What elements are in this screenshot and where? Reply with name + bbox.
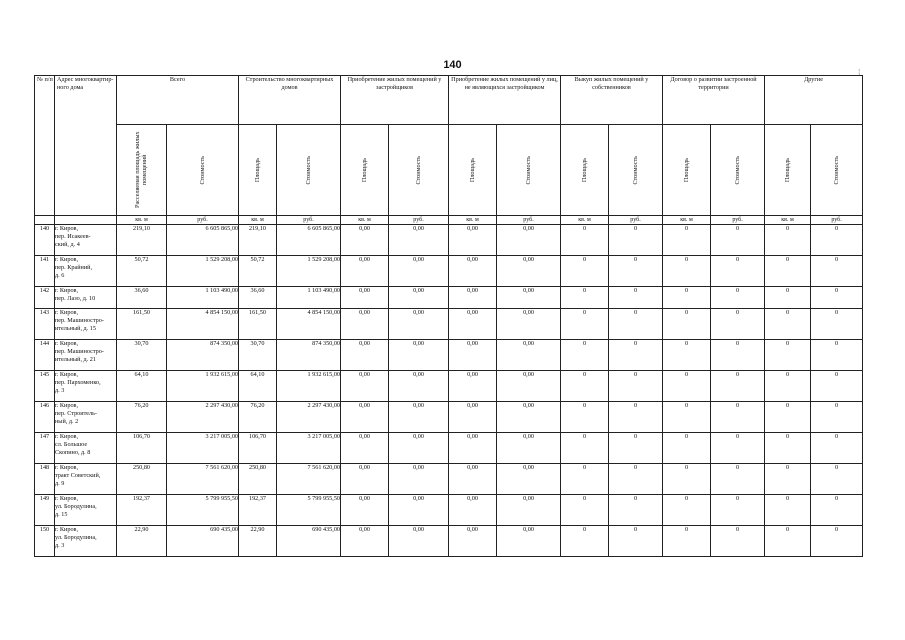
- address-line: д. 3: [55, 386, 65, 394]
- area-value: 50,72: [117, 256, 167, 287]
- table-row: [35, 287, 863, 309]
- cost-value: 7 561 620,00: [167, 464, 239, 495]
- cost-value: 0: [711, 495, 765, 526]
- area-value: 0,00: [341, 464, 389, 495]
- area-value: 0: [765, 433, 811, 464]
- row-number: 144: [35, 340, 55, 371]
- cost-value: 0,00: [389, 287, 449, 309]
- area-value: 36,60: [117, 287, 167, 309]
- cost-value: 0,00: [497, 225, 561, 256]
- area-value: 0: [765, 402, 811, 433]
- area-value: 22,90: [239, 526, 277, 557]
- cost-value: 0: [609, 256, 663, 287]
- area-value: 0: [765, 526, 811, 557]
- cost-value: 0,00: [389, 340, 449, 371]
- area-value: 106,70: [117, 433, 167, 464]
- cost-value: 0: [711, 225, 765, 256]
- cost-value: 0: [811, 495, 863, 526]
- cost-value: 0,00: [497, 287, 561, 309]
- row-number: 141: [35, 256, 55, 287]
- address-line: г. Киров,: [55, 495, 79, 502]
- area-value: 0: [663, 526, 711, 557]
- area-value: 0: [561, 402, 609, 433]
- area-value: 0,00: [449, 309, 497, 340]
- cost-value: 0: [811, 225, 863, 256]
- area-value: 219,10: [117, 225, 167, 256]
- cost-value: 0,00: [389, 309, 449, 340]
- address-line: ский, д. 4: [55, 240, 80, 248]
- cost-value: 0: [811, 340, 863, 371]
- units-cell: [35, 216, 55, 225]
- address-line: пер. Лазо, д. 10: [55, 294, 96, 302]
- cost-value: 0: [711, 464, 765, 495]
- address-line: д. 3: [55, 541, 65, 549]
- row-number: 145: [35, 371, 55, 402]
- cost-value: 4 854 150,00: [167, 309, 239, 340]
- address-line: ительный, д. 21: [55, 355, 96, 363]
- address-cell: [55, 433, 117, 464]
- area-value: 250,80: [239, 464, 277, 495]
- cost-value: 0: [711, 526, 765, 557]
- sub-header: Стоимость: [389, 125, 449, 216]
- cost-value: 874 350,00: [167, 340, 239, 371]
- address-line: ул. Бородулина,: [55, 533, 97, 541]
- cost-value: 0,00: [497, 309, 561, 340]
- cost-value: 7 561 620,00: [277, 464, 341, 495]
- sub-header: Площадь: [561, 125, 609, 216]
- address-line: Скопино, д. 8: [55, 448, 91, 456]
- row-number: 142: [35, 287, 55, 309]
- cost-value: 0: [711, 433, 765, 464]
- area-value: 36,60: [239, 287, 277, 309]
- sub-header: Стоимость: [167, 125, 239, 216]
- area-value: 0,00: [449, 371, 497, 402]
- area-value: 0,00: [449, 287, 497, 309]
- cost-value: 3 217 005,00: [277, 433, 341, 464]
- cost-value: 874 350,00: [277, 340, 341, 371]
- row-number: 143: [35, 309, 55, 340]
- area-value: 0,00: [341, 225, 389, 256]
- cost-value: 0,00: [389, 433, 449, 464]
- sub-header: Стоимость: [711, 125, 765, 216]
- cost-value: 0: [811, 464, 863, 495]
- resettlement-table: [34, 75, 863, 557]
- area-value: 0,00: [449, 256, 497, 287]
- sub-header: Стоимость: [609, 125, 663, 216]
- cost-value: 0,00: [389, 495, 449, 526]
- cost-value: 0,00: [497, 526, 561, 557]
- row-number: 148: [35, 464, 55, 495]
- group-header: Всего: [117, 76, 239, 125]
- cost-value: 0,00: [389, 464, 449, 495]
- group-header: Приобретение жилых помещений у лиц, не являющихся застройщиком: [449, 76, 561, 125]
- address-line: сл. Большое: [55, 440, 88, 448]
- area-value: 0,00: [449, 464, 497, 495]
- area-value: 64,10: [117, 371, 167, 402]
- address-line: д. 9: [55, 479, 65, 487]
- cost-value: 0: [609, 371, 663, 402]
- unit-label: кв. м: [341, 216, 389, 225]
- cost-value: 0,00: [497, 402, 561, 433]
- cost-value: 0,00: [389, 526, 449, 557]
- address-cell: [55, 309, 117, 340]
- cost-value: 0: [609, 464, 663, 495]
- area-value: 0,00: [341, 309, 389, 340]
- area-value: 0: [561, 340, 609, 371]
- table-row: [35, 340, 863, 371]
- address-line: д. 15: [55, 510, 68, 518]
- area-value: 0: [765, 495, 811, 526]
- table-row: [35, 225, 863, 256]
- cost-value: 0: [711, 371, 765, 402]
- area-value: 0,00: [341, 433, 389, 464]
- sub-header: Площадь: [663, 125, 711, 216]
- area-value: 0: [561, 464, 609, 495]
- address-line: г. Киров,: [55, 287, 79, 294]
- cost-value: 0: [609, 402, 663, 433]
- cost-value: 0: [811, 433, 863, 464]
- address-line: пер. Пархоменко,: [55, 378, 101, 386]
- address-cell: [55, 495, 117, 526]
- group-header: Приобретение жилых помещений у застройщиков: [341, 76, 449, 125]
- cost-value: 0,00: [497, 464, 561, 495]
- area-value: 0,00: [449, 495, 497, 526]
- table-row: [35, 433, 863, 464]
- row-number: 140: [35, 225, 55, 256]
- cost-value: 0,00: [497, 495, 561, 526]
- area-value: 0: [765, 225, 811, 256]
- area-value: 0: [663, 464, 711, 495]
- sub-header: Площадь: [341, 125, 389, 216]
- area-value: 0: [663, 495, 711, 526]
- area-value: 0,00: [341, 256, 389, 287]
- cost-value: 1 529 208,00: [277, 256, 341, 287]
- address-line: г. Киров,: [55, 340, 79, 347]
- area-value: 0: [663, 256, 711, 287]
- unit-label: кв. м: [561, 216, 609, 225]
- address-cell: [55, 287, 117, 309]
- sub-header: Стоимость: [277, 125, 341, 216]
- area-value: 0: [663, 402, 711, 433]
- cost-value: 0: [609, 287, 663, 309]
- cost-value: 690 435,00: [277, 526, 341, 557]
- area-value: 0: [663, 225, 711, 256]
- address-line: г. Киров,: [55, 464, 79, 471]
- cost-value: 6 605 865,00: [167, 225, 239, 256]
- area-value: 0: [765, 309, 811, 340]
- area-value: 0,00: [341, 402, 389, 433]
- group-header: Выкуп жилых помещений у собственников: [561, 76, 663, 125]
- unit-label: руб.: [497, 216, 561, 225]
- cost-value: 0,00: [497, 340, 561, 371]
- unit-label: руб.: [711, 216, 765, 225]
- cost-value: 5 799 955,50: [277, 495, 341, 526]
- table-row: [35, 256, 863, 287]
- cost-value: 0: [609, 225, 663, 256]
- address-cell: [55, 402, 117, 433]
- unit-label: кв. м: [765, 216, 811, 225]
- address-line: г. Киров,: [55, 402, 79, 409]
- cost-value: 0,00: [497, 371, 561, 402]
- area-value: 50,72: [239, 256, 277, 287]
- unit-label: руб.: [167, 216, 239, 225]
- cost-value: 0: [609, 309, 663, 340]
- cost-value: 0: [711, 309, 765, 340]
- cost-value: 0: [811, 526, 863, 557]
- cost-value: 0,00: [389, 402, 449, 433]
- col-num-header: № п/п: [35, 76, 55, 216]
- address-line: пер. Машиностро-: [55, 347, 104, 355]
- cost-value: 1 103 490,00: [167, 287, 239, 309]
- cost-value: 5 799 955,50: [167, 495, 239, 526]
- cost-value: 2 297 430,00: [167, 402, 239, 433]
- group-header: Другие: [765, 76, 863, 125]
- sub-header: Площадь: [449, 125, 497, 216]
- page-number: 140: [443, 59, 462, 71]
- cost-value: 0: [711, 340, 765, 371]
- unit-label: руб.: [609, 216, 663, 225]
- table-body: [35, 225, 863, 557]
- address-cell: [55, 340, 117, 371]
- area-value: 0: [765, 256, 811, 287]
- address-cell: [55, 225, 117, 256]
- sub-header: Расселяемая площадь жилых помещений: [117, 125, 167, 216]
- area-value: 0,00: [449, 433, 497, 464]
- area-value: 106,70: [239, 433, 277, 464]
- address-cell: [55, 526, 117, 557]
- group-header-row: [35, 76, 863, 125]
- area-value: 192,37: [117, 495, 167, 526]
- area-value: 250,80: [117, 464, 167, 495]
- area-value: 0: [561, 309, 609, 340]
- address-line: г. Киров,: [55, 433, 79, 440]
- area-value: 22,90: [117, 526, 167, 557]
- area-value: 0,00: [341, 526, 389, 557]
- row-number: 146: [35, 402, 55, 433]
- area-value: 0: [561, 495, 609, 526]
- cost-value: 0: [811, 287, 863, 309]
- area-value: 76,20: [239, 402, 277, 433]
- cost-value: 0: [609, 340, 663, 371]
- address-line: г. Киров,: [55, 526, 79, 533]
- address-line: ительный, д. 15: [55, 324, 96, 332]
- cost-value: 0: [711, 287, 765, 309]
- address-line: пер. Строитель-: [55, 409, 97, 417]
- area-value: 0: [765, 371, 811, 402]
- area-value: 0,00: [341, 287, 389, 309]
- cost-value: 0: [811, 402, 863, 433]
- unit-label: руб.: [277, 216, 341, 225]
- address-line: ул. Бородулина,: [55, 502, 97, 510]
- area-value: 0,00: [449, 402, 497, 433]
- cost-value: 0: [811, 309, 863, 340]
- group-header: Строительство многоквартирных домов: [239, 76, 341, 125]
- cost-value: 0: [811, 256, 863, 287]
- cost-value: 6 605 865,00: [277, 225, 341, 256]
- sub-header: Площадь: [239, 125, 277, 216]
- cost-value: 0: [609, 495, 663, 526]
- area-value: 0,00: [449, 526, 497, 557]
- cost-value: 1 529 208,00: [167, 256, 239, 287]
- area-value: 0,00: [341, 495, 389, 526]
- table-row: [35, 464, 863, 495]
- area-value: 192,37: [239, 495, 277, 526]
- address-line: пер. Исакеев-: [55, 232, 91, 240]
- unit-label: кв. м: [663, 216, 711, 225]
- table-row: [35, 495, 863, 526]
- cost-value: 1 103 490,00: [277, 287, 341, 309]
- table-row: [35, 526, 863, 557]
- address-line: тракт Советский,: [55, 471, 101, 479]
- unit-label: кв. м: [239, 216, 277, 225]
- area-value: 0: [663, 287, 711, 309]
- cost-value: 0,00: [389, 256, 449, 287]
- unit-label: руб.: [811, 216, 863, 225]
- cost-value: 0: [711, 256, 765, 287]
- unit-label: кв. м: [117, 216, 167, 225]
- area-value: 0: [561, 256, 609, 287]
- area-value: 0: [765, 287, 811, 309]
- cost-value: 0: [609, 526, 663, 557]
- area-value: 219,10: [239, 225, 277, 256]
- area-value: 0,00: [341, 340, 389, 371]
- address-line: г. Киров,: [55, 256, 79, 263]
- sub-header-row: [35, 125, 863, 216]
- cost-value: 1 932 615,00: [277, 371, 341, 402]
- area-value: 0: [663, 340, 711, 371]
- sub-header: Стоимость: [811, 125, 863, 216]
- address-line: пер. Машиностро-: [55, 316, 104, 324]
- cost-value: 2 297 430,00: [277, 402, 341, 433]
- units-row: [35, 216, 863, 225]
- area-value: 0: [663, 309, 711, 340]
- unit-label: руб.: [389, 216, 449, 225]
- group-header: Договор о развитии застроенной территории: [663, 76, 765, 125]
- cost-value: 3 217 005,00: [167, 433, 239, 464]
- table-row: [35, 371, 863, 402]
- area-value: 0: [765, 340, 811, 371]
- area-value: 0,00: [449, 225, 497, 256]
- area-value: 0: [561, 526, 609, 557]
- row-number: 147: [35, 433, 55, 464]
- area-value: 161,50: [239, 309, 277, 340]
- address-cell: [55, 256, 117, 287]
- address-line: г. Киров,: [55, 309, 79, 316]
- area-value: 0: [765, 464, 811, 495]
- area-value: 76,20: [117, 402, 167, 433]
- area-value: 161,50: [117, 309, 167, 340]
- address-line: г. Киров,: [55, 225, 79, 232]
- cost-value: 690 435,00: [167, 526, 239, 557]
- cost-value: 0,00: [497, 433, 561, 464]
- sub-header: Стоимость: [497, 125, 561, 216]
- cost-value: 0: [811, 371, 863, 402]
- area-value: 0: [663, 433, 711, 464]
- cost-value: 0,00: [389, 371, 449, 402]
- area-value: 30,70: [117, 340, 167, 371]
- area-value: 0: [561, 225, 609, 256]
- cost-value: 4 854 150,00: [277, 309, 341, 340]
- cost-value: 0: [711, 402, 765, 433]
- cost-value: 0,00: [389, 225, 449, 256]
- address-cell: [55, 464, 117, 495]
- cost-value: 0: [609, 433, 663, 464]
- sub-header: Площадь: [765, 125, 811, 216]
- area-value: 0: [561, 371, 609, 402]
- address-cell: [55, 371, 117, 402]
- address-line: г. Киров,: [55, 371, 79, 378]
- cost-value: 0,00: [497, 256, 561, 287]
- margin-tick: ¦: [858, 68, 861, 76]
- col-address-header: Адрес многоквартир-ного дома: [55, 76, 117, 216]
- address-line: пер. Крайний,: [55, 263, 93, 271]
- table-row: [35, 402, 863, 433]
- unit-label: кв. м: [449, 216, 497, 225]
- area-value: 30,70: [239, 340, 277, 371]
- area-value: 64,10: [239, 371, 277, 402]
- area-value: 0: [561, 433, 609, 464]
- units-cell: [55, 216, 117, 225]
- cost-value: 1 932 615,00: [167, 371, 239, 402]
- table-row: [35, 309, 863, 340]
- address-line: ный, д. 2: [55, 417, 79, 425]
- area-value: 0: [663, 371, 711, 402]
- row-number: 149: [35, 495, 55, 526]
- area-value: 0: [561, 287, 609, 309]
- row-number: 150: [35, 526, 55, 557]
- area-value: 0,00: [341, 371, 389, 402]
- address-line: д. 6: [55, 271, 65, 279]
- area-value: 0,00: [449, 340, 497, 371]
